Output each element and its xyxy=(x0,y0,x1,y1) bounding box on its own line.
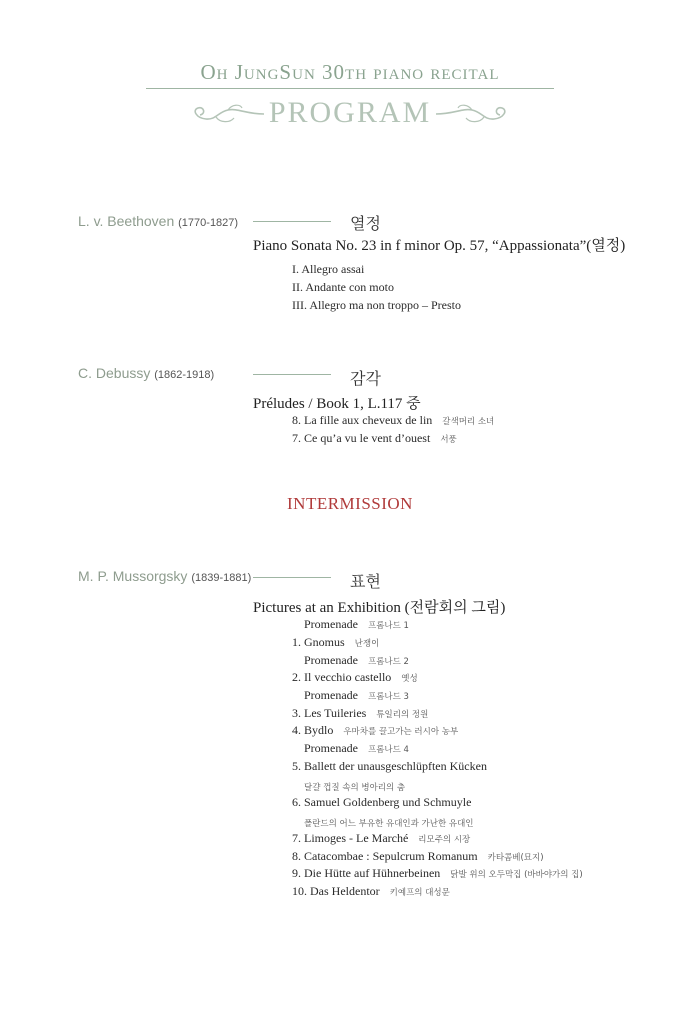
movement-title: 3. Les Tuileries xyxy=(292,706,367,720)
movement-item xyxy=(304,688,409,703)
work-title: Pictures at an Exhibition (전람회의 그림) xyxy=(253,600,506,616)
movement-subtitle: 튜일리의 정원 xyxy=(376,710,429,720)
composer-name: L. v. Beethoven xyxy=(78,213,175,229)
movement-title: 4. Bydlo xyxy=(292,723,334,737)
movement-subtitle: 프롬나드 3 xyxy=(367,692,409,702)
movement-item xyxy=(292,670,418,685)
movement-item xyxy=(292,706,428,721)
movement-title: Promenade xyxy=(304,741,358,755)
composer-mussorgsky xyxy=(78,568,251,584)
composer-debussy xyxy=(78,365,214,381)
movement-title: 2. Il vecchio castello xyxy=(292,670,392,684)
movement-item xyxy=(292,759,487,774)
movement-item xyxy=(304,741,409,756)
movement-subtitle: 옛성 xyxy=(401,674,418,684)
title-divider xyxy=(146,88,554,89)
program-heading xyxy=(0,96,700,132)
movement-title: 6. Samuel Goldenberg und Schmuyle xyxy=(292,795,472,809)
work-title: Préludes / Book 1, L.117 중 xyxy=(253,396,421,412)
movement-subtitle: 키예프의 대성문 xyxy=(389,888,450,898)
right-flourish-icon xyxy=(434,102,514,126)
movement-subtitle-line xyxy=(292,815,474,830)
composer-years: (1839-1881) xyxy=(191,572,252,584)
movement-subtitle: 카타콤베(묘지) xyxy=(487,853,544,863)
movement-title: 10. Das Heldentor xyxy=(292,884,380,898)
movement-subtitle: 난쟁이 xyxy=(354,639,380,649)
movement-title: 7. Limoges - Le Marché xyxy=(292,831,409,845)
movement-title: Promenade xyxy=(304,653,358,667)
movement-title: 8. La fille aux cheveux de lin xyxy=(292,413,433,427)
movement-item xyxy=(304,653,409,668)
movement-subtitle: 닭발 위의 오두막집 (바바야가의 집) xyxy=(450,870,583,880)
movement-title: 8. Catacombae : Sepulcrum Romanum xyxy=(292,849,478,863)
composer-name: M. P. Mussorgsky xyxy=(78,568,188,584)
movement-subtitle: 서풍 xyxy=(440,435,457,445)
movement-title: 5. Ballett der unausgeschlüpften Kücken xyxy=(292,759,487,773)
movement-subtitle: 우마차를 끌고가는 러시아 농부 xyxy=(343,727,459,737)
movement-title: Promenade xyxy=(304,688,358,702)
movement-item xyxy=(292,795,471,810)
composer-name: C. Debussy xyxy=(78,365,151,381)
intermission-label: INTERMISSION xyxy=(287,494,413,513)
composer-years: (1862-1918) xyxy=(154,369,215,381)
program-title: PROGRAM xyxy=(268,96,432,129)
movement-subtitle: 프롬나드 4 xyxy=(367,745,409,755)
movement-subtitle-line xyxy=(292,779,405,794)
connector-line xyxy=(253,221,331,222)
composer-beethoven xyxy=(78,213,238,229)
theme-label: 감각 xyxy=(350,371,381,388)
movement-item: III. Allegro ma non troppo – Presto xyxy=(292,298,461,312)
movement-subtitle: 프롬나드 2 xyxy=(367,657,409,667)
movement-subtitle: 폴란드의 어느 부유한 유대인과 가난한 유대인 xyxy=(304,819,474,829)
movement-title: 9. Die Hütte auf Hühnerbeinen xyxy=(292,866,441,880)
movement-item xyxy=(292,723,458,738)
movement-subtitle: 갈색머리 소녀 xyxy=(442,417,495,427)
movement-item xyxy=(304,617,409,632)
movement-subtitle: 프롬나드 1 xyxy=(367,621,409,631)
movement-item xyxy=(292,635,379,650)
movement-title: 7. Ce qu’a vu le vent d’ouest xyxy=(292,431,431,445)
recital-title: Oh JungSun 30th piano recital xyxy=(200,60,500,84)
movement-title: 1. Gnomus xyxy=(292,635,345,649)
work-title: Piano Sonata No. 23 in f minor Op. 57, “Appassionata”(열정) xyxy=(253,238,626,254)
movement-item xyxy=(292,849,544,864)
movement-subtitle: 달걀 껍질 속의 병아리의 춤 xyxy=(304,783,406,793)
movement-item xyxy=(292,413,494,428)
movement-item xyxy=(292,431,457,446)
movement-item xyxy=(292,866,583,881)
movement-item: I. Allegro assai xyxy=(292,262,365,276)
movement-title: Promenade xyxy=(304,617,358,631)
connector-line xyxy=(253,577,331,578)
movement-subtitle: 리모주의 시장 xyxy=(418,835,471,845)
composer-years: (1770-1827) xyxy=(178,217,239,229)
connector-line xyxy=(253,374,331,375)
movement-item: II. Andante con moto xyxy=(292,280,394,294)
movement-item xyxy=(292,831,470,846)
theme-label: 표현 xyxy=(350,574,381,591)
theme-label: 열정 xyxy=(350,216,381,233)
movement-item xyxy=(292,884,450,899)
